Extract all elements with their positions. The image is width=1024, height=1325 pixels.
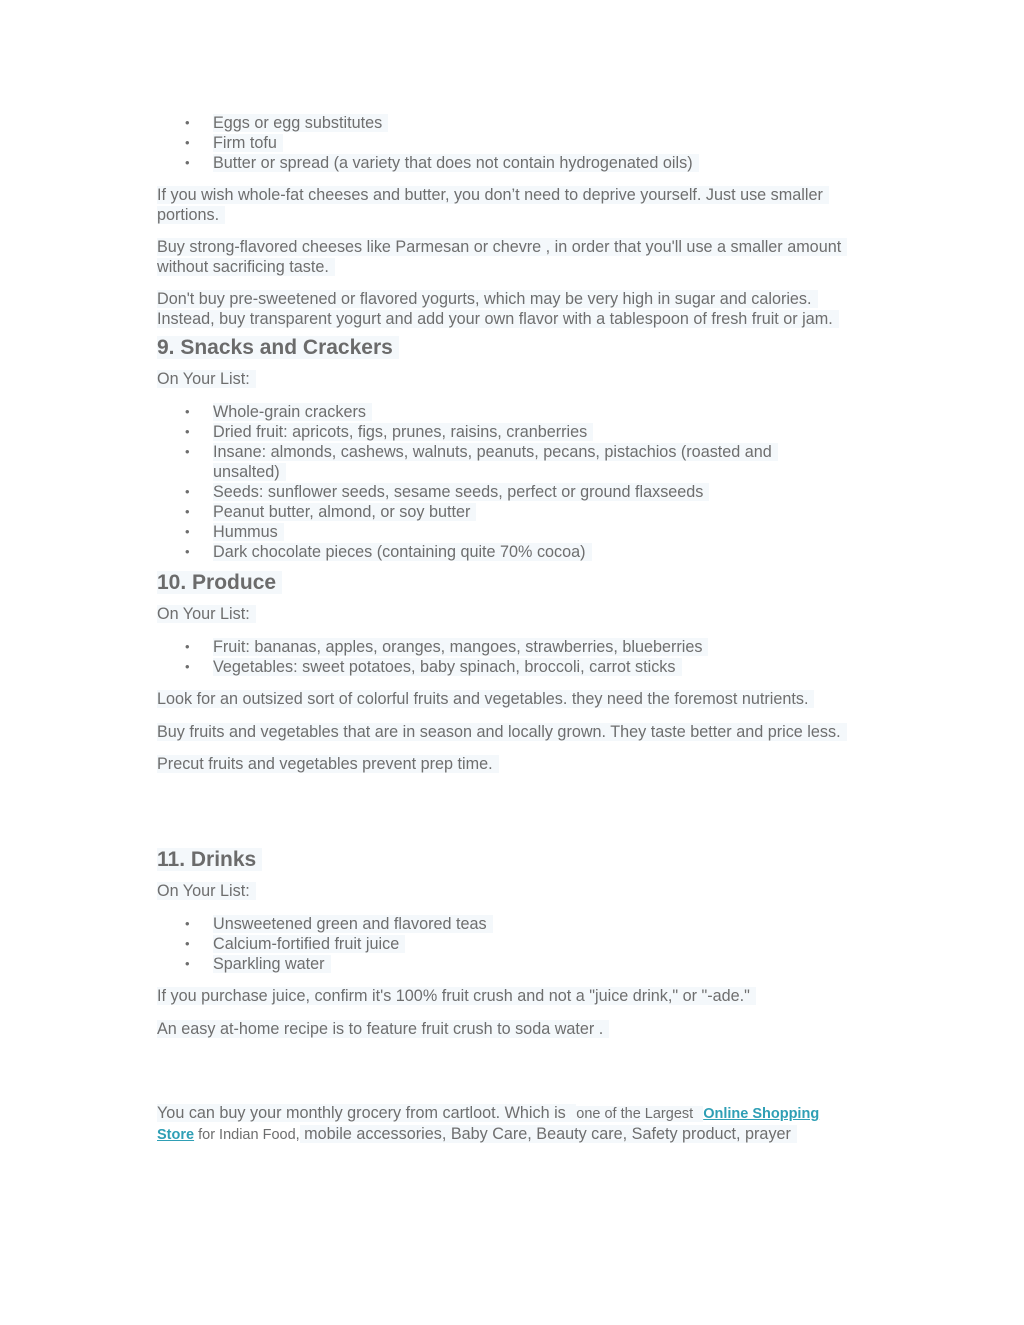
bullet-icon: • bbox=[185, 916, 190, 931]
bullet-icon: • bbox=[185, 404, 190, 419]
bullet-icon: • bbox=[185, 115, 190, 130]
list-item: • Unsweetened green and flavored teas bbox=[157, 914, 857, 934]
list-item: • Firm tofu bbox=[157, 133, 857, 153]
bullet-icon: • bbox=[185, 524, 190, 539]
paragraph: If you purchase juice, confirm it's 100% fruit crush and not a "juice drink," or "-ade." bbox=[157, 986, 857, 1006]
bullet-icon: • bbox=[185, 504, 190, 519]
bullet-icon: • bbox=[185, 155, 190, 170]
bullet-icon: • bbox=[185, 936, 190, 951]
bullet-icon: • bbox=[185, 484, 190, 499]
list-item: • Fruit: bananas, apples, oranges, mangoes, strawberries, blueberries bbox=[157, 637, 857, 657]
list-item: • Sparkling water bbox=[157, 954, 857, 974]
dairy-list bbox=[157, 113, 857, 173]
list-item: • Dark chocolate pieces (containing quite 70% cocoa) bbox=[157, 542, 857, 562]
snacks-list bbox=[157, 402, 857, 562]
bullet-icon: • bbox=[185, 424, 190, 439]
section-heading: 9. Snacks and Crackers bbox=[157, 335, 857, 361]
list-item: • Vegetables: sweet potatoes, baby spinach, broccoli, carrot sticks bbox=[157, 657, 857, 677]
paragraph: Buy strong-flavored cheeses like Parmesan or chevre , in order that you'll use a smaller amount without sacrificing taste. bbox=[157, 237, 857, 277]
footer-paragraph: You can buy your monthly grocery from cartloot. Which is one of the Largest Online Shopping Store for Indian Food, mobile accessories, Baby Care, Beauty care, Safety product, prayer bbox=[157, 1104, 820, 1143]
list-intro: On Your List: bbox=[157, 881, 857, 901]
paragraph: Buy fruits and vegetables that are in season and locally grown. They taste better and price less. bbox=[157, 722, 857, 742]
section-heading: 11. Drinks bbox=[157, 847, 857, 873]
list-intro: On Your List: bbox=[157, 369, 857, 389]
bullet-icon: • bbox=[185, 659, 190, 674]
paragraph: Don't buy pre-sweetened or flavored yogurts, which may be very high in sugar and calories. Instead, buy transparent yogurt and add your own flavor with a tablespoon of fresh fruit or jam. bbox=[157, 289, 857, 329]
paragraph: If you wish whole-fat cheeses and butter, you don’t need to deprive yourself. Just use smaller portions. bbox=[157, 185, 857, 225]
bullet-icon: • bbox=[185, 135, 190, 150]
online-shopping-store-link[interactable]: Online Shopping Store bbox=[157, 1106, 820, 1143]
bullet-icon: • bbox=[185, 956, 190, 971]
list-item: • Hummus bbox=[157, 522, 857, 542]
list-item: • Whole-grain crackers bbox=[157, 402, 857, 422]
document-page bbox=[157, 113, 857, 1145]
paragraph: An easy at-home recipe is to feature fruit crush to soda water . bbox=[157, 1019, 857, 1039]
list-item: • Insane: almonds, cashews, walnuts, peanuts, pecans, pistachios (roasted and unsalted) bbox=[157, 442, 857, 482]
drinks-list bbox=[157, 914, 857, 974]
list-item: • Seeds: sunflower seeds, sesame seeds, perfect or ground flaxseeds bbox=[157, 482, 857, 502]
list-item: • Peanut butter, almond, or soy butter bbox=[157, 502, 857, 522]
produce-list bbox=[157, 637, 857, 677]
bullet-icon: • bbox=[185, 639, 190, 654]
list-intro: On Your List: bbox=[157, 604, 857, 624]
bullet-icon: • bbox=[185, 544, 190, 559]
list-item: • Butter or spread (a variety that does not contain hydrogenated oils) bbox=[157, 153, 857, 173]
paragraph: Look for an outsized sort of colorful fruits and vegetables. they need the foremost nutrients. bbox=[157, 689, 857, 709]
paragraph: Precut fruits and vegetables prevent prep time. bbox=[157, 754, 857, 774]
list-item: • Calcium-fortified fruit juice bbox=[157, 934, 857, 954]
section-heading: 10. Produce bbox=[157, 570, 857, 596]
list-item: • Eggs or egg substitutes bbox=[157, 113, 857, 133]
list-item: • Dried fruit: apricots, figs, prunes, raisins, cranberries bbox=[157, 422, 857, 442]
bullet-icon: • bbox=[185, 444, 190, 459]
